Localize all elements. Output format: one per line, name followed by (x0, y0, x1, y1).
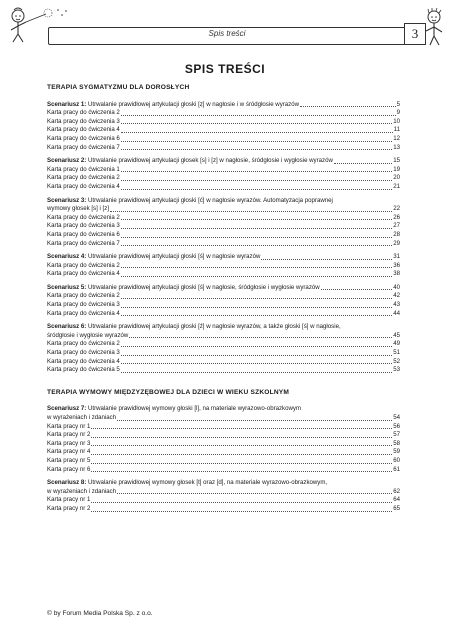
scenario-label: Scenariusz 7: (47, 405, 87, 413)
toc-item[interactable] (47, 262, 400, 271)
page-ref: 12 (393, 134, 400, 142)
page-ref: 5 (396, 100, 400, 108)
toc-item[interactable] (47, 240, 400, 249)
dot-leader (91, 444, 392, 446)
scenario-label: Scenariusz 2: (47, 157, 87, 165)
scenario-entry (47, 253, 400, 279)
item-title: Karta pracy do ćwiczenia 7 (47, 143, 120, 151)
item-title: Karta pracy do ćwiczenia 3 (47, 222, 120, 230)
scenario-entry (47, 197, 400, 249)
scenario-text (47, 197, 333, 204)
page-ref: 43 (393, 301, 400, 309)
item-title: Karta pracy do ćwiczenia 6 (47, 230, 120, 238)
scenario-label: Scenariusz 1: (47, 100, 87, 108)
toc-item[interactable] (47, 118, 400, 127)
header-title-bar (48, 27, 406, 45)
scenario-row[interactable] (47, 253, 400, 262)
item-title: Karta pracy do ćwiczenia 2 (47, 109, 120, 117)
page-ref: 15 (393, 157, 400, 165)
toc-item[interactable] (47, 310, 400, 319)
dot-leader (129, 336, 392, 338)
toc-item[interactable] (47, 466, 400, 475)
dot-leader (121, 236, 392, 238)
dot-leader (91, 470, 392, 472)
dot-leader (121, 297, 392, 299)
page-ref: 59 (393, 448, 400, 456)
section-title: TERAPIA SYGMATYZMU DLA DOROSŁYCH (47, 84, 190, 91)
copyright-footer: © by Forum Media Polska Sp. z o.o. (47, 610, 153, 617)
page-ref: 44 (393, 309, 400, 317)
page-ref: 22 (393, 205, 400, 213)
toc-section (47, 84, 400, 375)
dot-leader (121, 227, 392, 229)
scenario-row[interactable] (47, 157, 400, 166)
toc-item[interactable] (47, 144, 400, 153)
scenario-text (47, 479, 327, 486)
page-ref: 38 (393, 270, 400, 278)
dot-leader (121, 188, 392, 190)
dot-leader (91, 436, 392, 438)
dot-leader (121, 140, 392, 142)
scenario-row[interactable] (47, 101, 400, 110)
page-number: 3 (404, 23, 426, 45)
page-ref: 54 (393, 414, 400, 421)
page-ref: 61 (393, 465, 400, 473)
scenario-entry (47, 101, 400, 153)
item-title: Karta pracy do ćwiczenia 2 (47, 340, 120, 348)
dot-leader (121, 266, 392, 268)
toc-item[interactable] (47, 496, 400, 505)
scenario-title-continuation: wymowy głosek [s] i [z] (47, 205, 109, 213)
page-ref: 28 (393, 230, 400, 238)
toc-item[interactable] (47, 301, 400, 310)
item-title: Karta pracy do ćwiczenia 4 (47, 270, 120, 278)
dot-leader (121, 275, 392, 277)
scenario-first-line (47, 323, 400, 332)
scenario-label: Scenariusz 5: (47, 283, 87, 291)
scenario-entry (47, 157, 400, 191)
dot-leader (321, 288, 393, 290)
dot-leader (91, 510, 392, 512)
toc-item[interactable] (47, 292, 400, 301)
toc-item[interactable] (47, 231, 400, 240)
scenario-row[interactable] (47, 284, 400, 293)
item-title: Karta pracy do ćwiczenia 3 (47, 117, 120, 125)
scenario-first-line (47, 405, 400, 414)
dot-leader (121, 244, 392, 246)
toc-item[interactable] (47, 166, 400, 175)
item-title: Karta pracy nr 5 (47, 456, 91, 464)
toc-item[interactable] (47, 214, 400, 223)
page-ref: 21 (393, 182, 400, 190)
scenario-text (47, 284, 320, 293)
toc-item[interactable] (47, 505, 400, 514)
scenario-title: Utrwalanie prawidłowej artykulacji głoski [ś] w nagłosie wyrazów (88, 253, 261, 261)
page-ref: 56 (393, 422, 400, 430)
dot-leader (121, 218, 392, 220)
page-ref: 31 (393, 253, 400, 261)
scenario-title: Utrwalanie prawidłowej artykulacji głoski [ć] w nagłosie wyrazów. Automatyzacja poprawnej (88, 196, 333, 204)
item-title: Karta pracy do ćwiczenia 5 (47, 366, 120, 374)
item-title: Karta pracy do ćwiczenia 2 (47, 174, 120, 182)
toc-item[interactable] (47, 109, 400, 118)
toc-item[interactable] (47, 222, 400, 231)
scenario-title-continuation: w wyrażeniach i zdaniach (47, 487, 117, 495)
dot-leader (110, 210, 392, 212)
item-title: Karta pracy do ćwiczenia 3 (47, 349, 120, 357)
dot-leader (121, 314, 392, 316)
scenario-text (47, 253, 260, 262)
header-title: Spis treści (208, 29, 246, 38)
dot-leader (121, 131, 393, 133)
dot-leader (121, 170, 392, 172)
dot-leader (121, 122, 392, 124)
page-ref: 36 (393, 261, 400, 269)
dot-leader (121, 306, 392, 308)
scenario-text (47, 323, 341, 330)
page-ref: 64 (393, 496, 400, 504)
toc-item[interactable] (47, 349, 400, 358)
scenario-title: Utrwalanie prawidłowej artykulacji głoski [ẓ] w nagłosie i w śródgłosie wyrazów (88, 100, 299, 108)
dot-leader (121, 371, 392, 373)
scenario-row[interactable] (47, 332, 400, 341)
item-title: Karta pracy do ćwiczenia 7 (47, 239, 120, 247)
scenario-entry (47, 323, 400, 375)
item-title: Karta pracy nr 6 (47, 465, 91, 473)
toc-item[interactable] (47, 126, 400, 135)
toc-item[interactable] (47, 448, 400, 457)
page-ref: 26 (393, 213, 400, 221)
page-ref: 45 (393, 331, 400, 339)
page-ref: 60 (393, 456, 400, 464)
page-ref: 11 (393, 126, 400, 134)
toc-item[interactable] (47, 358, 400, 367)
item-title: Karta pracy nr 1 (47, 422, 91, 430)
scenario-label: Scenariusz 4: (47, 253, 87, 261)
toc-item[interactable] (47, 270, 400, 279)
page-ref: 49 (393, 340, 400, 348)
scenario-text (47, 157, 333, 166)
page-ref: 57 (393, 431, 400, 439)
toc-section (47, 389, 400, 514)
page-ref: 58 (393, 439, 400, 447)
item-title: Karta pracy do ćwiczenia 4 (47, 357, 120, 365)
scenario-entry (47, 284, 400, 318)
dot-leader (91, 427, 392, 429)
page-ref: 20 (393, 174, 400, 182)
scenario-label: Scenariusz 3: (47, 196, 87, 204)
scenario-row[interactable] (47, 414, 400, 423)
page-ref: 29 (393, 239, 400, 247)
page-ref: 13 (393, 143, 400, 151)
dot-leader (261, 258, 392, 260)
item-title: Karta pracy do ćwiczenia 4 (47, 309, 120, 317)
dot-leader (121, 362, 392, 364)
scenario-title: Utrwalanie prawidłowej artykulacji głoski [ś] w nagłosie, śródgłosie i wygłosie wyrazów (88, 283, 320, 291)
item-title: Karta pracy nr 3 (47, 439, 91, 447)
page-ref: 65 (393, 504, 400, 512)
page-ref: 42 (393, 292, 400, 300)
scenario-row[interactable] (47, 488, 400, 497)
page-ref: 51 (393, 349, 400, 357)
item-title: Karta pracy do ćwiczenia 4 (47, 126, 120, 134)
table-of-contents (47, 84, 400, 528)
dot-leader (121, 179, 392, 181)
page-ref: 62 (393, 487, 400, 495)
child-figure-illustration (414, 8, 448, 48)
toc-title: SPIS TREŚCI (184, 62, 266, 76)
scenario-title-continuation: w wyrażeniach i zdaniach (47, 414, 117, 421)
toc-item[interactable] (47, 340, 400, 349)
toc-item[interactable] (47, 431, 400, 440)
scenario-text (47, 405, 301, 412)
scenario-entry (47, 405, 400, 474)
item-title: Karta pracy do ćwiczenia 4 (47, 182, 120, 190)
toc-item[interactable] (47, 457, 400, 466)
toc-item[interactable] (47, 174, 400, 183)
item-title: Karta pracy do ćwiczenia 2 (47, 292, 120, 300)
dot-leader (121, 354, 392, 356)
item-title: Karta pracy nr 2 (47, 504, 91, 512)
toc-item[interactable] (47, 135, 400, 144)
scenario-first-line (47, 197, 400, 206)
dot-leader (121, 148, 392, 150)
toc-item[interactable] (47, 423, 400, 432)
scenario-title-continuation: śródgłosie i wygłosie wyrazów (47, 331, 129, 339)
section-title: TERAPIA WYMOWY MIĘDZYZĘBOWEJ DLA DZIECI W WIEKU SZKOLNYM (47, 388, 290, 396)
dot-leader (300, 105, 396, 107)
page-ref: 19 (393, 165, 400, 173)
item-title: Karta pracy do ćwiczenia 2 (47, 213, 120, 221)
page-ref: 10 (393, 117, 400, 125)
scenario-label: Scenariusz 6: (47, 323, 87, 331)
dot-leader (91, 462, 392, 464)
dot-leader (121, 345, 392, 347)
scenario-first-line (47, 479, 400, 488)
scenario-title: Utrwalanie prawidłowej wymowy głoski [l], na materiale wyrazowo-obrazkowym (88, 405, 302, 413)
dot-leader (121, 114, 396, 116)
toc-item[interactable] (47, 183, 400, 192)
item-title: Karta pracy do ćwiczenia 3 (47, 301, 120, 309)
toc-item[interactable] (47, 366, 400, 375)
scenario-title: Utrwalanie prawidłowej wymowy głosek [t] oraz [d], na materiale wyrazowo-obrazkowym, (88, 479, 328, 487)
scenario-row[interactable] (47, 205, 400, 214)
page-header (0, 0, 450, 48)
item-title: Karta pracy do ćwiczenia 6 (47, 134, 120, 142)
item-title: Karta pracy nr 4 (47, 448, 91, 456)
scenario-label: Scenariusz 8: (47, 479, 87, 487)
item-title: Karta pracy do ćwiczenia 2 (47, 261, 120, 269)
dot-leader (117, 492, 392, 494)
page-ref: 40 (393, 283, 400, 291)
page-ref: 53 (393, 366, 400, 374)
scenario-entry (47, 479, 400, 513)
scenario-text (47, 101, 299, 110)
dot-leader (91, 453, 392, 455)
scenario-title: Utrwalanie prawidłowej artykulacji głosek [s] i [z] w nagłosie, śródgłosie i wygłosie wyrazów (88, 157, 333, 165)
page-ref: 9 (396, 109, 400, 117)
item-title: Karta pracy nr 1 (47, 496, 91, 504)
dot-leader (334, 162, 392, 164)
toc-item[interactable] (47, 440, 400, 449)
page-ref: 27 (393, 222, 400, 230)
dot-leader (91, 501, 392, 503)
item-title: Karta pracy nr 2 (47, 431, 91, 439)
scenario-title: Utrwalanie prawidłowej artykulacji głoski [ź] w nagłosie wyrazów, a także głoski [ś] w nagłosie, (88, 323, 341, 331)
page-ref: 52 (393, 357, 400, 365)
item-title: Karta pracy do ćwiczenia 1 (47, 165, 120, 173)
dot-leader (117, 419, 392, 421)
